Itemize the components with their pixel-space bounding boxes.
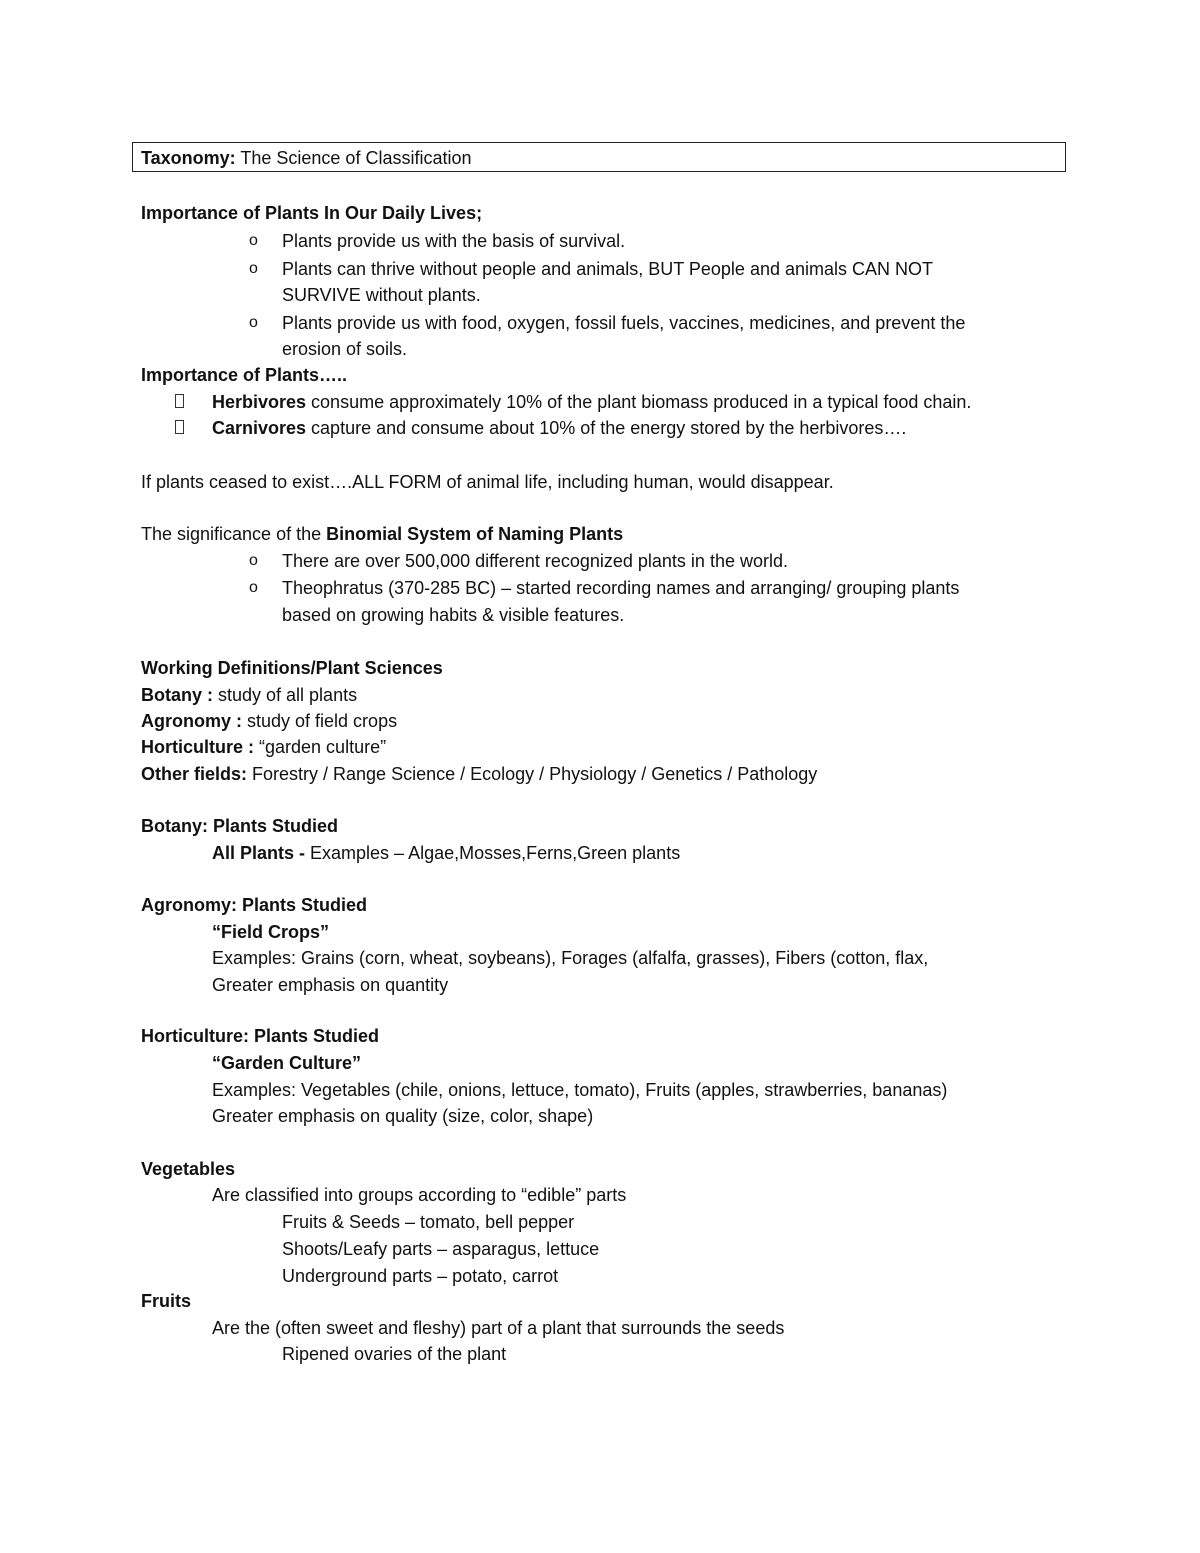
bullet-marker: o <box>249 552 258 569</box>
binomial-bullet: Theophratus (370-285 BC) – started recording names and arranging/ grouping plants <box>282 578 960 598</box>
definition-text: study of all plants <box>213 685 358 705</box>
fruits-intro: Are the (often sweet and fleshy) part of a plant that surrounds the seeds <box>212 1318 785 1338</box>
square-bullet-icon <box>175 420 184 434</box>
definition-term: Botany : <box>141 685 213 705</box>
definition-row <box>141 762 817 786</box>
definition-term: Agronomy : <box>141 711 242 731</box>
carnivores-term: Carnivores <box>212 418 307 438</box>
importance-bullet: Plants can thrive without people and animals, BUT People and animals CAN NOT <box>282 259 933 279</box>
importance-bullet-cont: erosion of soils. <box>282 339 408 359</box>
importance-bullet-cont: SURVIVE without plants. <box>282 285 481 305</box>
bullet-marker: o <box>249 579 258 596</box>
definition-text: Forestry / Range Science / Ecology / Physiology / Genetics / Pathology <box>247 764 818 784</box>
vegetable-group: Shoots/Leafy parts – asparagus, lettuce <box>282 1239 600 1259</box>
definition-row <box>141 683 357 707</box>
square-bullet-icon <box>175 394 184 408</box>
bullet-marker: o <box>249 314 258 331</box>
carnivores-line <box>212 416 906 440</box>
fruits-detail: Ripened ovaries of the plant <box>282 1344 507 1364</box>
carnivores-text: capture and consume about 10% of the energy stored by the herbivores…. <box>306 418 907 438</box>
vegetable-group: Fruits & Seeds – tomato, bell pepper <box>282 1212 575 1232</box>
definitions-heading: Working Definitions/Plant Sciences <box>141 658 443 678</box>
title-box <box>132 142 1066 172</box>
horticulture-heading: Horticulture: Plants Studied <box>141 1026 380 1046</box>
definition-row <box>141 735 386 759</box>
botany-term: All Plants - <box>212 843 306 863</box>
binomial-bullet-cont: based on growing habits & visible features. <box>282 605 625 625</box>
definition-text: study of field crops <box>242 711 398 731</box>
vegetable-group: Underground parts – potato, carrot <box>282 1266 559 1286</box>
agronomy-emphasis: Greater emphasis on quantity <box>212 975 449 995</box>
binomial-bullet: There are over 500,000 different recognized plants in the world. <box>282 551 788 571</box>
bullet-marker: o <box>249 232 258 249</box>
agronomy-heading: Agronomy: Plants Studied <box>141 895 368 915</box>
vegetables-intro: Are classified into groups according to “edible” parts <box>212 1185 627 1205</box>
herbivores-line <box>212 390 971 414</box>
botany-text: Examples – Algae,Mosses,Ferns,Green plants <box>305 843 681 863</box>
vegetables-heading: Vegetables <box>141 1159 236 1179</box>
definition-text: “garden culture” <box>254 737 387 757</box>
herbivores-term: Herbivores <box>212 392 307 412</box>
agronomy-sub: “Field Crops” <box>212 922 330 942</box>
horticulture-emphasis: Greater emphasis on quality (size, color, shape) <box>212 1106 594 1126</box>
bullet-marker: o <box>249 260 258 277</box>
fruits-heading: Fruits <box>141 1291 192 1311</box>
importance-daily-heading: Importance of Plants In Our Daily Lives; <box>141 203 483 223</box>
botany-heading: Botany: Plants Studied <box>141 816 339 836</box>
agronomy-examples: Examples: Grains (corn, wheat, soybeans), Forages (alfalfa, grasses), Fibers (cotton, flax, <box>212 948 929 968</box>
definition-term: Horticulture : <box>141 737 255 757</box>
definition-row <box>141 709 397 733</box>
binomial-term: Binomial System of Naming Plants <box>326 524 624 544</box>
definition-term: Other fields: <box>141 764 248 784</box>
binomial-heading <box>141 522 623 546</box>
herbivores-text: consume approximately 10% of the plant biomass produced in a typical food chain. <box>306 392 972 412</box>
binomial-intro: The significance of the <box>141 524 327 544</box>
title-text: The Science of Classification <box>240 148 472 168</box>
cease-line: If plants ceased to exist….ALL FORM of animal life, including human, would disappear. <box>141 472 834 492</box>
importance-bullet: Plants provide us with food, oxygen, fossil fuels, vaccines, medicines, and prevent the <box>282 313 966 333</box>
horticulture-sub: “Garden Culture” <box>212 1053 362 1073</box>
botany-line <box>212 841 680 865</box>
title-label: Taxonomy: <box>141 148 236 168</box>
horticulture-examples: Examples: Vegetables (chile, onions, lettuce, tomato), Fruits (apples, strawberries, bananas) <box>212 1080 948 1100</box>
importance-bullet: Plants provide us with the basis of survival. <box>282 231 626 251</box>
importance-plants-heading: Importance of Plants….. <box>141 365 348 385</box>
